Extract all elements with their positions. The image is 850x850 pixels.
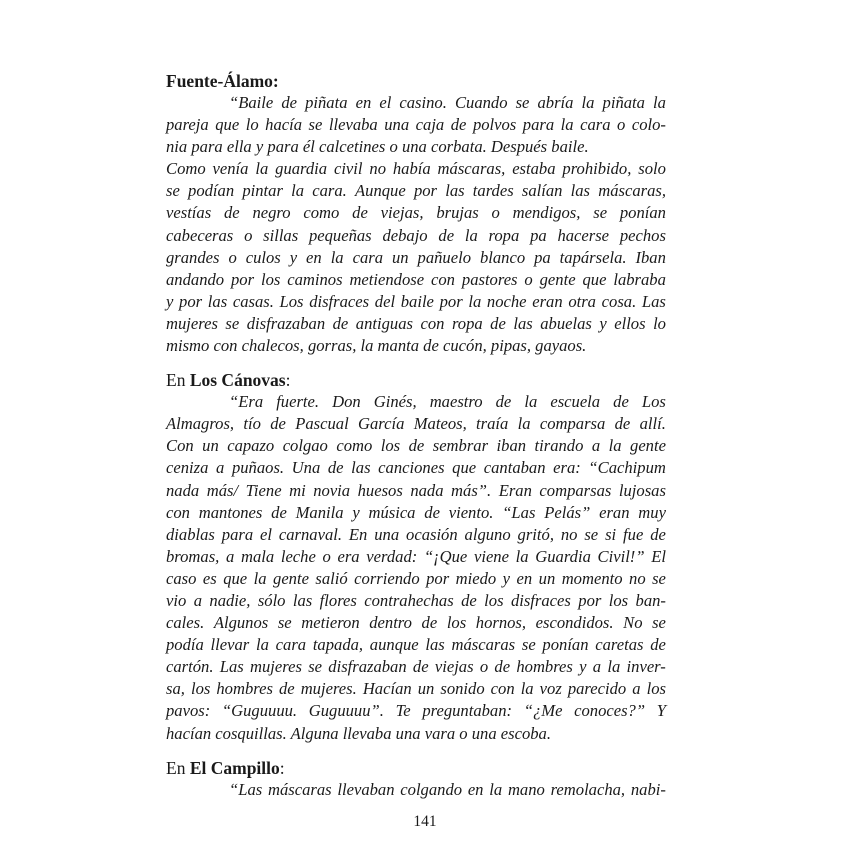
text-line: andando por los caminos metiendose con pastores o gente que labraba: [166, 269, 666, 289]
section-text: [166, 391, 666, 745]
text-line: con mantones de Manila y música de viento. “Las Pelás” eran muy: [166, 502, 666, 522]
text-line: vio a nadie, sólo las flores contrahechas de los disfraces por los ban-: [166, 590, 666, 610]
text-line: vestías de negro como de viejas, brujas o mendigos, se ponían: [166, 203, 666, 223]
text-line: cartón. Las mujeres se disfrazaban de viejas o de hombres y a la inver-: [166, 657, 666, 677]
text-line: mismo con chalecos, gorras, la manta de cucón, pipas, gayaos.: [166, 336, 587, 356]
text-line: podía llevar la cara tapada, aunque las máscaras se ponían caretas de: [166, 635, 666, 655]
text-line: Con un capazo colgao como los de sembrar iban tirando a la gente: [166, 436, 666, 456]
section-title: Los Cánovas: [189, 370, 286, 391]
text-line: pareja que lo hacía se llevaba una caja de polvos para la cara o colo-: [166, 115, 666, 135]
text-line: bromas, a mala leche o era verdad: “¡Que viene la Guardia Civil!” El: [166, 546, 666, 566]
text-line: “Era fuerte. Don Ginés, maestro de la escuela de Los: [229, 392, 666, 412]
text-line: diablas para el carnaval. En una ocasión alguno gritó, no se si fue de: [166, 524, 666, 544]
text-line: Almagros, tío de Pascual García Mateos, traía la comparsa de allí.: [166, 414, 666, 434]
text-line: pavos: “Guguuuu. Guguuuu”. Te preguntaban: “¿Me conoces?” Y: [166, 701, 666, 721]
text-line: hacían cosquillas. Alguna llevaba una vara o una escoba.: [166, 723, 551, 743]
text-line: cabeceras o sillas pequeñas debajo de la ropa pa hacerse pechos: [166, 225, 666, 245]
section-heading: En Los Cánovas:: [166, 370, 291, 391]
text-line: caso es que la gente salió corriendo por miedo y en un momento no se: [166, 568, 666, 588]
text-line: nia para ella y para él calcetines o una corbata. Después baile.: [166, 137, 589, 157]
text-line: grandes o culos y en la cara un pañuelo blanco pa tapársela. Iban: [166, 247, 666, 267]
section-title: Fuente-Álamo:: [166, 71, 279, 91]
section-heading: [166, 70, 666, 92]
section-los-canovas: [166, 369, 666, 745]
section-text: [166, 92, 666, 357]
text-line: nada más/ Tiene mi novia huesos nada más”. Eran comparsas lujosas: [166, 480, 666, 500]
section-fuente-alamo: [166, 70, 666, 357]
section-heading: En El Campillo:: [166, 757, 285, 778]
page-number: 141: [413, 813, 437, 830]
text-line: y por las casas. Los disfraces del baile por la noche eran otra cosa. Las: [166, 291, 666, 311]
text-line: ceniza a puñaos. Una de las canciones que cantaban era: “Cachipum: [166, 458, 666, 478]
section-text: [166, 779, 666, 801]
document-body: [166, 70, 666, 801]
text-line: mujeres se disfrazaban de antiguas con ropa de las abuelas y ellos lo: [166, 313, 666, 333]
section-el-campillo: [166, 757, 666, 801]
text-line: cales. Algunos se metieron dentro de los hornos, escondidos. No se: [166, 613, 666, 633]
text-line: se podían pintar la cara. Aunque por las tardes salían las máscaras,: [166, 181, 666, 201]
section-title: El Campillo: [189, 757, 280, 778]
text-line: sa, los hombres de mujeres. Hacían un sonido con la voz parecido a los: [166, 679, 666, 699]
text-line: “Las máscaras llevaban colgando en la mano remolacha, nabi-: [229, 779, 666, 799]
text-line: Como venía la guardia civil no había máscaras, estaba prohibido, solo: [166, 159, 666, 179]
text-line: “Baile de piñata en el casino. Cuando se abría la piñata la: [229, 93, 666, 112]
